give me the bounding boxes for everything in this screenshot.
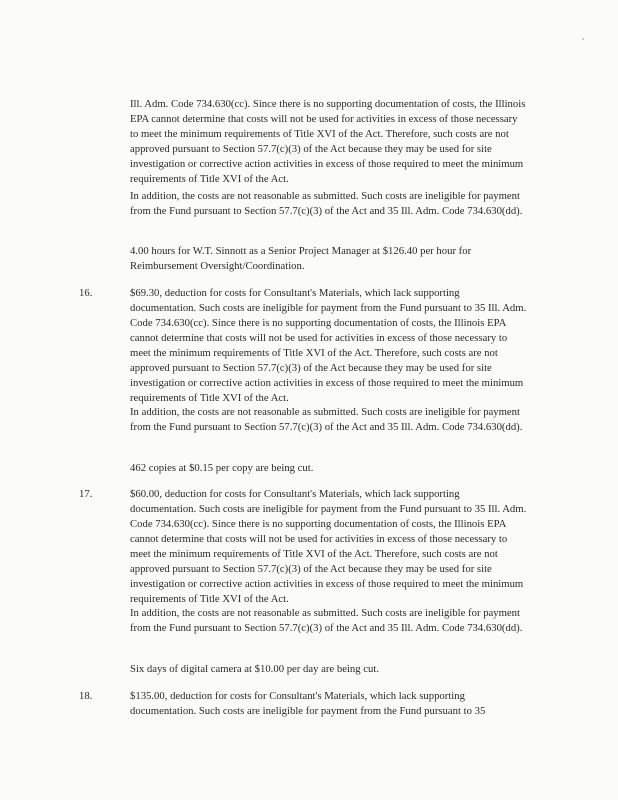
item-number-17: 17.	[79, 488, 93, 500]
paragraph-camera-cut: Six days of digital camera at $10.00 per day are being cut.	[130, 663, 379, 675]
scan-speck	[582, 38, 584, 40]
paragraph-copies-cut: 462 copies at $0.15 per copy are being cut.	[130, 462, 314, 474]
paragraph-item-18: $135.00, deduction for costs for Consultant's Materials, which lack supporting documentation. Such costs are ineligible for payment from the Fund pursuant to 35	[130, 690, 486, 717]
paragraph-reasonableness: In addition, the costs are not reasonable as submitted. Such costs are ineligible for payment from the Fund pursuant to Section 57.7(c)(3) of the Act and 35 Ill. Adm. Code 734.630(dd).	[130, 406, 523, 433]
paragraph-hours-cut: 4.00 hours for W.T. Sinnott as a Senior Project Manager at $126.40 per hour for Reimbursement Oversight/Coordination.	[130, 245, 472, 272]
paragraph-reasonableness: In addition, the costs are not reasonable as submitted. Such costs are ineligible for payment from the Fund pursuant to Section 57.7(c)(3) of the Act and 35 Ill. Adm. Code 734.630(dd).	[130, 607, 523, 634]
item-number-18: 18.	[79, 690, 93, 702]
paragraph-reasonableness: In addition, the costs are not reasonable as submitted. Such costs are ineligible for payment from the Fund pursuant to Section 57.7(c)(3) of the Act and 35 Ill. Adm. Code 734.630(dd).	[130, 190, 523, 217]
item-number-16: 16.	[79, 287, 93, 299]
paragraph-item-16: $69.30, deduction for costs for Consultant's Materials, which lack supporting documentation. Such costs are ineligible for payment from the Fund pursuant to 35 Ill. Adm. Code 734.630(cc). Since there is no supporting documentation of costs, the Illinois EPA cannot determine that costs will not be used for activities in excess of those necessary to meet the minimum requirements of Title XVI of the Act. Therefore, such costs are not approved pursuant to Section 57.7(c)(3) of the Act because they may be used for site investigation or corrective action activities in excess of those required to meet the minimum requirements of Title XVI of the Act.	[130, 287, 527, 404]
paragraph-item-17: $60.00, deduction for costs for Consultant's Materials, which lack supporting documentation. Such costs are ineligible for payment from the Fund pursuant to 35 Ill. Adm. Code 734.630(cc). Since there is no supporting documentation of costs, the Illinois EPA cannot determine that costs will not be used for activities in excess of those necessary to meet the minimum requirements of Title XVI of the Act. Therefore, such costs are not approved pursuant to Section 57.7(c)(3) of the Act because they may be used for site investigation or corrective action activities in excess of those required to meet the minimum requirements of Title XVI of the Act.	[130, 488, 527, 605]
paragraph-cost-justification: Ill. Adm. Code 734.630(cc). Since there is no supporting documentation of costs, the Illinois EPA cannot determine that costs will not be used for activities in excess of those necessary to meet the minimum requirements of Title XVI of the Act. Therefore, such costs are not approved pursuant to Section 57.7(c)(3) of the Act because they may be used for site investigation or corrective action activities in excess of those required to meet the minimum requirements of Title XVI of the Act.	[130, 98, 526, 185]
